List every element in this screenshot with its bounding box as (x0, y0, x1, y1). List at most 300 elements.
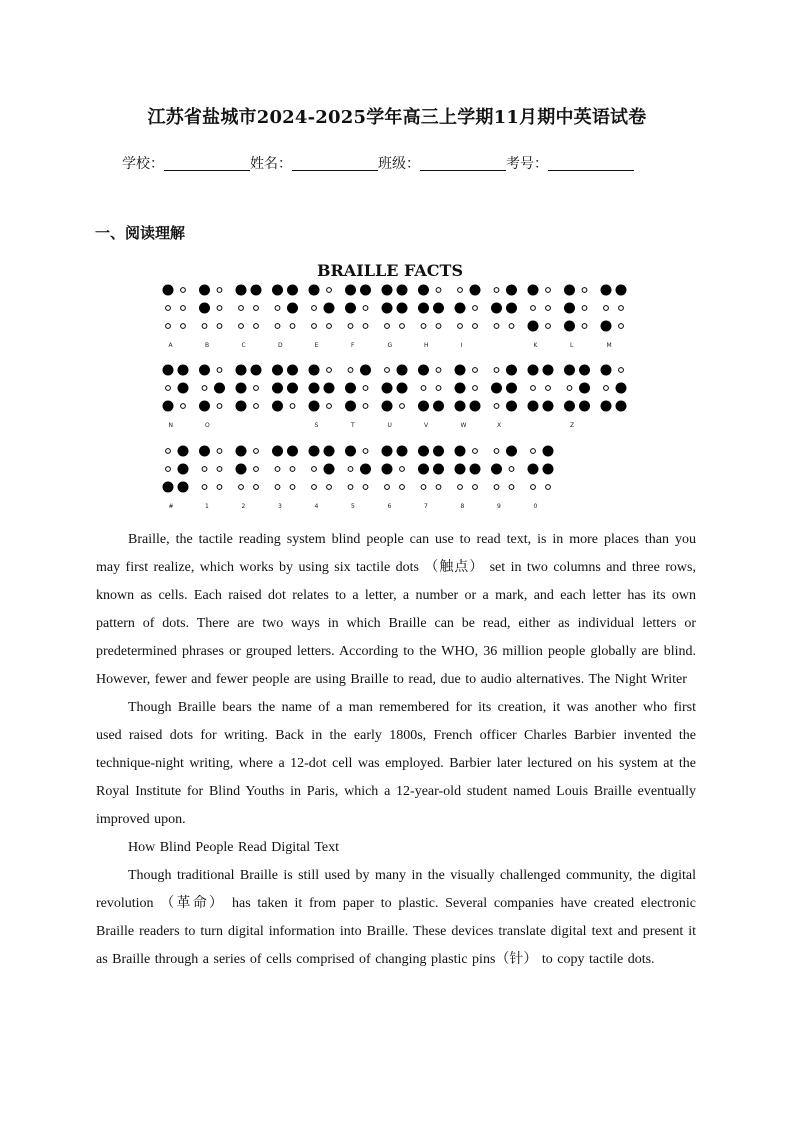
raised-dot (455, 446, 466, 457)
flat-dot (217, 288, 222, 293)
raised-dot (506, 365, 517, 376)
raised-dot (506, 401, 517, 412)
raised-dot (433, 401, 444, 412)
flat-dot (546, 306, 551, 311)
flat-dot (458, 485, 463, 490)
flat-dot (531, 386, 536, 391)
braille-cell-label: H (424, 342, 429, 349)
raised-dot (564, 401, 575, 412)
flat-dot (254, 404, 259, 409)
exam-number-label: 考号： (506, 156, 548, 172)
raised-dot (455, 303, 466, 314)
passage-paragraph-3: Though traditional Braille is still used by many in the visually challenged community, the digital revolution （革命） has taken it from paper to plastic. Several companies have created electronic Braille readers to turn digital information into Braille. These devices translate digital text and present it as Braille through a series of cells comprised of changing plastic pins（针） to copy tactile dots. (96, 868, 696, 967)
flat-dot (254, 324, 259, 329)
braille-cell-label: Z (570, 422, 575, 429)
raised-dot (616, 401, 627, 412)
flat-dot (436, 386, 441, 391)
raised-dot (199, 446, 210, 457)
raised-dot (236, 285, 247, 296)
raised-dot (506, 383, 517, 394)
raised-dot (543, 365, 554, 376)
braille-cell-label: L (570, 342, 574, 349)
flat-dot (348, 467, 353, 472)
raised-dot (163, 365, 174, 376)
braille-cell (528, 285, 551, 350)
braille-cell (491, 446, 517, 511)
raised-dot (579, 365, 590, 376)
flat-dot (531, 449, 536, 454)
raised-dot (455, 365, 466, 376)
braille-cell (309, 365, 335, 430)
braille-cell-label: 5 (351, 503, 355, 510)
braille-cell-label: M (606, 342, 612, 349)
raised-dot (236, 365, 247, 376)
flat-dot (421, 324, 426, 329)
flat-dot (458, 288, 463, 293)
braille-cell-label: 4 (314, 503, 319, 510)
raised-dot (324, 303, 335, 314)
braille-cell (418, 446, 444, 511)
braille-cell (236, 446, 259, 511)
flat-dot (421, 485, 426, 490)
braille-cell (236, 285, 262, 350)
student-info-line (122, 153, 682, 173)
braille-cell-label: W (460, 422, 467, 429)
flat-dot (494, 324, 499, 329)
flat-dot (385, 368, 390, 373)
flat-dot (166, 467, 171, 472)
exam-title: 江苏省盐城市2024-2025学年高三上学期11月期中英语试卷 (147, 107, 647, 128)
raised-dot (199, 365, 210, 376)
raised-dot (579, 401, 590, 412)
flat-dot (327, 368, 332, 373)
raised-dot (287, 365, 298, 376)
braille-cell (528, 365, 554, 412)
flat-dot (312, 324, 317, 329)
raised-dot (178, 464, 189, 475)
braille-cell-label: B (205, 342, 210, 349)
school-label: 学校： (122, 156, 164, 172)
braille-cell (382, 446, 408, 511)
braille-cell (418, 365, 444, 430)
raised-dot (236, 446, 247, 457)
flat-dot (202, 324, 207, 329)
flat-dot (275, 485, 280, 490)
flat-dot (509, 485, 514, 490)
raised-dot (433, 303, 444, 314)
braille-cell (345, 365, 371, 430)
flat-dot (436, 288, 441, 293)
flat-dot (494, 404, 499, 409)
raised-dot (163, 401, 174, 412)
raised-dot (528, 321, 539, 332)
flat-dot (531, 485, 536, 490)
flat-dot (217, 306, 222, 311)
raised-dot (616, 383, 627, 394)
raised-dot (287, 303, 298, 314)
braille-cell (199, 446, 222, 511)
raised-dot (418, 365, 429, 376)
school-blank[interactable] (164, 156, 250, 171)
raised-dot (324, 446, 335, 457)
raised-dot (163, 285, 174, 296)
flat-dot (546, 485, 551, 490)
flat-dot (348, 324, 353, 329)
raised-dot (236, 383, 247, 394)
raised-dot (506, 285, 517, 296)
braille-cell-label: F (351, 342, 355, 349)
braille-cell-label: N (168, 422, 173, 429)
raised-dot (178, 446, 189, 457)
flat-dot (181, 324, 186, 329)
flat-dot (290, 404, 295, 409)
braille-cell (272, 285, 298, 350)
flat-dot (604, 306, 609, 311)
braille-cell-label: X (497, 422, 502, 429)
flat-dot (312, 485, 317, 490)
raised-dot (382, 303, 393, 314)
raised-dot (601, 321, 612, 332)
raised-dot (324, 383, 335, 394)
braille-cell (163, 446, 189, 511)
raised-dot (272, 383, 283, 394)
raised-dot (287, 446, 298, 457)
flat-dot (619, 368, 624, 373)
raised-dot (528, 464, 539, 475)
raised-dot (309, 446, 320, 457)
raised-dot (543, 401, 554, 412)
braille-cell-label: A (168, 342, 173, 349)
raised-dot (199, 401, 210, 412)
raised-dot (199, 303, 210, 314)
raised-dot (345, 401, 356, 412)
raised-dot (579, 383, 590, 394)
flat-dot (436, 324, 441, 329)
braille-cell-label: 6 (387, 503, 392, 510)
flat-dot (312, 306, 317, 311)
raised-dot (564, 365, 575, 376)
raised-dot (564, 285, 575, 296)
flat-dot (290, 324, 295, 329)
raised-dot (433, 464, 444, 475)
class-blank[interactable] (420, 156, 506, 171)
raised-dot (178, 365, 189, 376)
raised-dot (309, 383, 320, 394)
raised-dot (564, 321, 575, 332)
braille-cell-label: 9 (497, 503, 501, 510)
raised-dot (397, 383, 408, 394)
flat-dot (494, 288, 499, 293)
flat-dot (275, 306, 280, 311)
raised-dot (455, 464, 466, 475)
braille-cell (309, 285, 335, 350)
raised-dot (345, 303, 356, 314)
flat-dot (473, 306, 478, 311)
braille-cell (455, 446, 481, 511)
raised-dot (418, 303, 429, 314)
flat-dot (473, 386, 478, 391)
raised-dot (528, 285, 539, 296)
braille-cell-label: O (205, 422, 210, 429)
raised-dot (360, 464, 371, 475)
flat-dot (202, 386, 207, 391)
exam-number-field (506, 153, 634, 173)
braille-cell (455, 365, 481, 430)
raised-dot (382, 446, 393, 457)
flat-dot (509, 324, 514, 329)
raised-dot (360, 365, 371, 376)
flat-dot (239, 306, 244, 311)
raised-dot (309, 365, 320, 376)
braille-cell-label: S (314, 422, 319, 429)
flat-dot (531, 306, 536, 311)
braille-cells (163, 285, 627, 511)
raised-dot (382, 401, 393, 412)
raised-dot (470, 285, 481, 296)
raised-dot (309, 285, 320, 296)
braille-cell (382, 285, 408, 350)
raised-dot (506, 446, 517, 457)
flat-dot (473, 324, 478, 329)
raised-dot (360, 285, 371, 296)
flat-dot (290, 467, 295, 472)
flat-dot (166, 324, 171, 329)
raised-dot (397, 365, 408, 376)
braille-cell-label: U (387, 422, 392, 429)
flat-dot (254, 449, 259, 454)
flat-dot (217, 368, 222, 373)
raised-dot (214, 383, 225, 394)
flat-dot (202, 467, 207, 472)
flat-dot (604, 386, 609, 391)
flat-dot (567, 386, 572, 391)
reading-passage (96, 526, 696, 974)
flat-dot (436, 368, 441, 373)
flat-dot (254, 306, 259, 311)
braille-cell (418, 285, 444, 350)
raised-dot (601, 365, 612, 376)
flat-dot (348, 368, 353, 373)
flat-dot (217, 404, 222, 409)
flat-dot (473, 449, 478, 454)
braille-cell (199, 365, 225, 430)
braille-cell (236, 365, 262, 412)
raised-dot (564, 303, 575, 314)
flat-dot (312, 467, 317, 472)
flat-dot (239, 485, 244, 490)
flat-dot (363, 306, 368, 311)
flat-dot (239, 324, 244, 329)
flat-dot (327, 288, 332, 293)
raised-dot (418, 285, 429, 296)
flat-dot (181, 404, 186, 409)
flat-dot (254, 386, 259, 391)
braille-cell (272, 446, 298, 511)
name-field (250, 153, 378, 173)
flat-dot (363, 404, 368, 409)
braille-cell (382, 365, 408, 430)
braille-cell-label: 7 (424, 503, 428, 510)
flat-dot (254, 485, 259, 490)
section-heading: 一、阅读理解 (95, 224, 186, 242)
raised-dot (287, 285, 298, 296)
raised-dot (418, 464, 429, 475)
raised-dot (470, 401, 481, 412)
flat-dot (436, 485, 441, 490)
flat-dot (166, 306, 171, 311)
flat-dot (494, 485, 499, 490)
raised-dot (272, 365, 283, 376)
braille-cell-label: V (424, 422, 429, 429)
school-field (122, 153, 250, 173)
raised-dot (272, 285, 283, 296)
class-field (378, 153, 506, 173)
flat-dot (385, 324, 390, 329)
braille-facts-figure (150, 256, 630, 516)
name-blank[interactable] (292, 156, 378, 171)
braille-cell-label: 2 (241, 503, 246, 510)
raised-dot (397, 285, 408, 296)
raised-dot (433, 446, 444, 457)
flat-dot (327, 404, 332, 409)
braille-cell (491, 285, 517, 329)
raised-dot (236, 401, 247, 412)
braille-cell (564, 365, 590, 430)
flat-dot (400, 404, 405, 409)
flat-dot (546, 324, 551, 329)
flat-dot (582, 324, 587, 329)
flat-dot (327, 485, 332, 490)
braille-cell-label: 0 (533, 503, 538, 510)
braille-cell-label: G (387, 342, 393, 349)
flat-dot (363, 485, 368, 490)
flat-dot (473, 485, 478, 490)
braille-cell (564, 285, 587, 350)
raised-dot (506, 303, 517, 314)
flat-dot (166, 386, 171, 391)
flat-dot (546, 386, 551, 391)
flat-dot (385, 485, 390, 490)
braille-cell (163, 285, 186, 350)
raised-dot (601, 285, 612, 296)
flat-dot (619, 306, 624, 311)
passage-paragraph-2: Though Braille bears the name of a man remembered for its creation, it was another who first used raised dots for writing. Back in the early 1800s, French officer Charles Barbier invented the technique-night writing, where a 12-dot cell was employed. Barbier later lectured on his system at the Royal Institute for Blind Youths in Paris, which a 12-year-old student named Louis Braille eventually improved upon. (96, 700, 696, 827)
raised-dot (397, 446, 408, 457)
flat-dot (546, 288, 551, 293)
flat-dot (421, 386, 426, 391)
braille-cell (272, 365, 298, 412)
raised-dot (272, 401, 283, 412)
raised-dot (287, 383, 298, 394)
braille-cell (528, 446, 554, 511)
braille-cell (601, 365, 627, 412)
flat-dot (509, 467, 514, 472)
braille-cell (163, 365, 189, 430)
flat-dot (166, 449, 171, 454)
raised-dot (382, 285, 393, 296)
raised-dot (324, 464, 335, 475)
braille-cell (199, 285, 222, 350)
raised-dot (251, 365, 262, 376)
flat-dot (582, 306, 587, 311)
raised-dot (236, 464, 247, 475)
braille-cell-label: T (351, 422, 355, 429)
flat-dot (400, 485, 405, 490)
raised-dot (528, 365, 539, 376)
raised-dot (543, 464, 554, 475)
raised-dot (251, 285, 262, 296)
raised-dot (528, 401, 539, 412)
flat-dot (254, 467, 259, 472)
flat-dot (363, 386, 368, 391)
raised-dot (382, 383, 393, 394)
braille-cell (345, 446, 371, 511)
raised-dot (543, 446, 554, 457)
flat-dot (473, 368, 478, 373)
raised-dot (178, 482, 189, 493)
flat-dot (290, 485, 295, 490)
flat-dot (348, 485, 353, 490)
flat-dot (217, 449, 222, 454)
flat-dot (275, 324, 280, 329)
raised-dot (199, 285, 210, 296)
braille-cell-label: 3 (278, 503, 282, 510)
raised-dot (382, 464, 393, 475)
flat-dot (217, 467, 222, 472)
figure-title: BRAILLE FACTS (316, 261, 464, 280)
raised-dot (345, 285, 356, 296)
braille-cell-label: I (460, 342, 463, 349)
raised-dot (491, 464, 502, 475)
flat-dot (217, 324, 222, 329)
raised-dot (272, 446, 283, 457)
raised-dot (616, 285, 627, 296)
raised-dot (601, 401, 612, 412)
raised-dot (455, 383, 466, 394)
raised-dot (309, 401, 320, 412)
raised-dot (397, 303, 408, 314)
exam-number-blank[interactable] (548, 156, 634, 171)
braille-cell (309, 446, 335, 511)
braille-cell (601, 285, 627, 350)
raised-dot (163, 482, 174, 493)
flat-dot (400, 324, 405, 329)
raised-dot (418, 446, 429, 457)
raised-dot (418, 401, 429, 412)
flat-dot (582, 288, 587, 293)
braille-cell-label: C (241, 342, 246, 349)
raised-dot (491, 303, 502, 314)
class-label: 班级： (378, 156, 420, 172)
raised-dot (345, 383, 356, 394)
raised-dot (491, 383, 502, 394)
braille-cell-label: # (168, 503, 174, 510)
flat-dot (181, 306, 186, 311)
braille-cell-label: E (314, 342, 319, 349)
flat-dot (494, 368, 499, 373)
name-label: 姓名： (250, 156, 292, 172)
flat-dot (275, 467, 280, 472)
braille-cell (345, 285, 371, 350)
passage-paragraph-1: Braille, the tactile reading system blind people can use to read text, is in more places than you may first realize, which works by using six tactile dots （触点） set in two columns and three rows, known as cells. Each raised dot relates to a letter, a number or a mark, and each letter has its own pattern of dots. There are two ways in which Braille can be read, either as individual letters or predetermined phrases or grouped letters. According to the WHO, 36 million people globally are blind. However, fewer and fewer people are using Braille to read, due to audio alternatives. The Night Writer (96, 532, 696, 687)
flat-dot (327, 324, 332, 329)
braille-cell (455, 285, 481, 350)
raised-dot (470, 464, 481, 475)
raised-dot (455, 401, 466, 412)
raised-dot (345, 446, 356, 457)
flat-dot (619, 324, 624, 329)
flat-dot (400, 467, 405, 472)
